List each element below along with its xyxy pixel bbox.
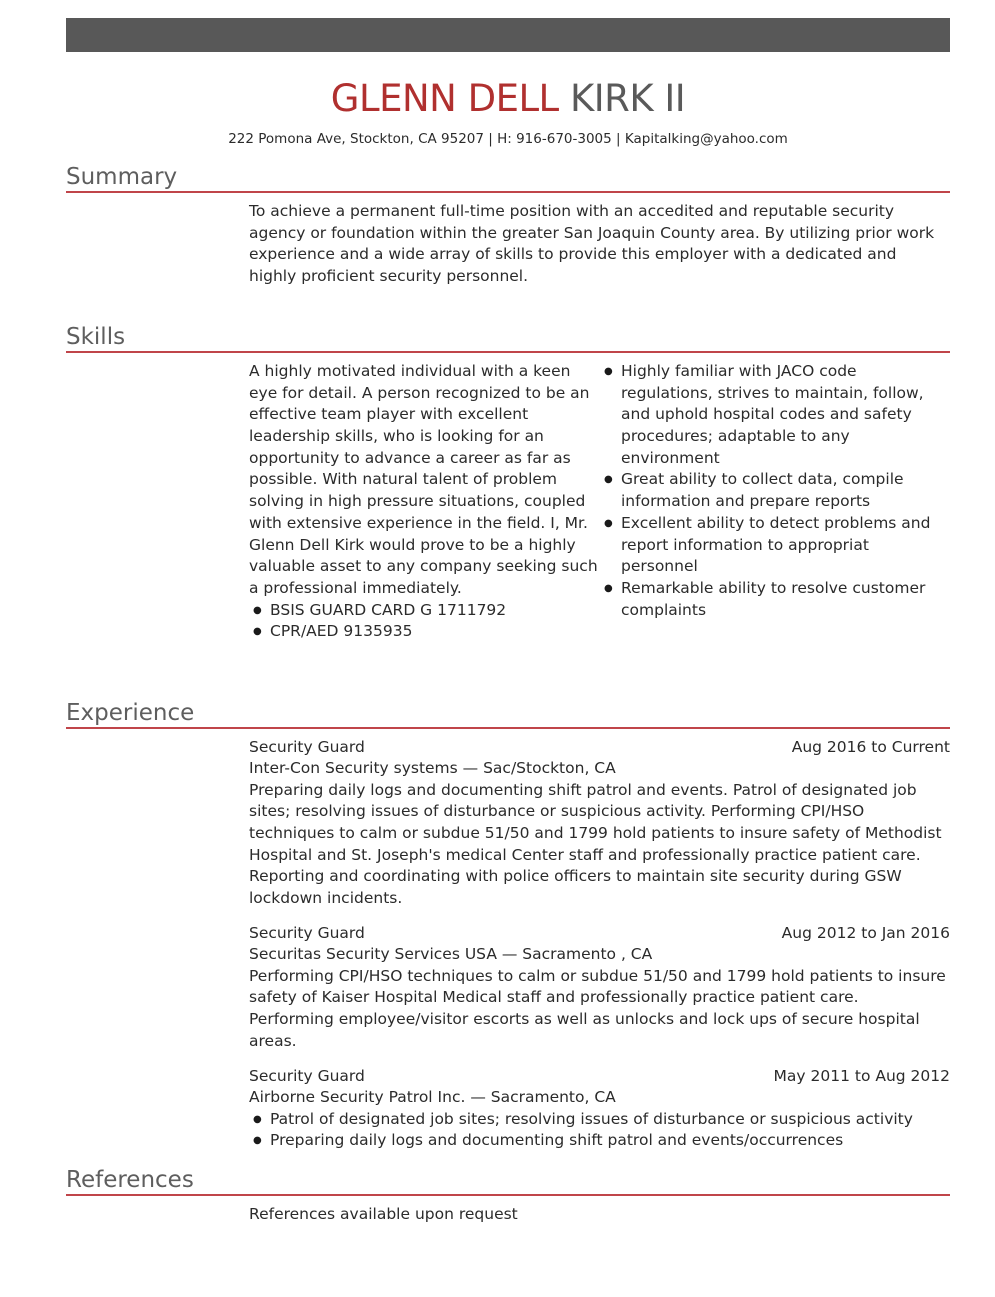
skills-text-line: a professional immediately. — [249, 578, 462, 597]
summary-line: experience and a wide array of skills to provide this employer with a dedicated and — [249, 245, 897, 264]
job-description-line: safety of Kaiser Hospital Medical staff and professionally practice patient care. — [249, 988, 859, 1007]
job-company: Airborne Security Patrol Inc. — Sacramento, CA — [249, 1088, 616, 1106]
skill-line: regulations, strives to maintain, follow, — [621, 383, 924, 402]
job-description-line: Hospital and St. Joseph's medical Center staff and professionally practice patient care. — [249, 845, 921, 864]
skill-line: information and prepare reports — [621, 492, 871, 511]
job-description-line: techniques to calm or subdue 51/50 and 1799 hold patients to insure safety of Methodist — [249, 824, 942, 843]
summary-divider — [66, 191, 950, 193]
job-body — [249, 1087, 913, 1152]
job-dates: Aug 2012 to Jan 2016 — [781, 924, 950, 942]
skills-text-line: Glenn Dell Kirk would prove to be a highly — [249, 535, 576, 554]
job-description-line: sites; resolving issues of disturbance or suspicious activity. Performing CPI/HSO — [249, 802, 865, 821]
references-heading: References — [66, 1167, 194, 1193]
job-dates: Aug 2016 to Current — [791, 738, 950, 756]
job-description-line: areas. — [249, 1031, 297, 1050]
summary-heading: Summary — [66, 164, 178, 190]
skills-text-line: eye for detail. A person recognized to be an — [249, 383, 590, 402]
job-title: Security Guard — [249, 924, 365, 942]
job-duty-text: Patrol of designated job sites; resolving issues of disturbance or suspicious activity — [270, 1109, 913, 1128]
job-body — [249, 758, 942, 910]
skill-item — [605, 469, 930, 512]
skills-text-line: valuable asset to any company seeking such — [249, 557, 598, 576]
summary-line: To achieve a permanent full-time position with an accedited and reputable security — [249, 202, 895, 220]
skills-bullet-list — [605, 361, 930, 621]
experience-heading: Experience — [66, 700, 195, 726]
skill-line: ● Excellent ability to detect problems and — [621, 513, 931, 532]
skills-heading: Skills — [66, 324, 126, 350]
first-name: GLENN DELL — [330, 77, 559, 120]
job-header — [249, 736, 950, 758]
experience-divider — [66, 727, 950, 729]
job-description-line: Performing employee/visitor escorts as well as unlocks and lock ups of secure hospital — [249, 1010, 920, 1029]
last-name: KIRK II — [569, 77, 686, 120]
skills-text-line: possible. With natural talent of problem — [249, 470, 558, 489]
skills-text-line: with extensive experience in the field. I, Mr. — [249, 513, 588, 532]
skills-right-column — [605, 361, 930, 621]
skill-line: complaints — [621, 600, 707, 619]
job-duty-item — [249, 1109, 913, 1131]
job-company: Inter-Con Security systems — Sac/Stockton, CA — [249, 759, 616, 777]
header-bar — [66, 18, 950, 52]
certification-text: CPR/AED 9135935 — [270, 622, 413, 641]
skill-line: report information to appropriat — [621, 535, 869, 554]
job-company: Securitas Security Services USA — Sacramento , CA — [249, 945, 653, 963]
skill-line: ● Great ability to collect data, compile — [621, 470, 904, 489]
skills-text-line: opportunity to advance a career as far as — [249, 448, 571, 467]
job-title: Security Guard — [249, 738, 365, 756]
job-title: Security Guard — [249, 1067, 365, 1085]
skill-line: environment — [621, 448, 720, 467]
job-duty-item — [249, 1130, 913, 1152]
job-description-line: Performing CPI/HSO techniques to calm or subdue 51/50 and 1799 hold patients to insure — [249, 966, 946, 985]
skill-line: personnel — [621, 557, 698, 576]
skills-divider — [66, 351, 950, 353]
certification-text: BSIS GUARD CARD G 1711792 — [270, 600, 507, 619]
job-body — [249, 944, 946, 1052]
skills-text-line: A highly motivated individual with a keen — [249, 362, 571, 380]
candidate-name — [0, 76, 995, 122]
certification-list — [249, 600, 598, 643]
references-text: References available upon request — [249, 1205, 518, 1223]
skill-line: and uphold hospital codes and safety — [621, 405, 912, 424]
contact-line: 222 Pomona Ave, Stockton, CA 95207 | H: 916-670-3005 | Kapitalking@yahoo.com — [228, 131, 788, 147]
certification-item — [249, 600, 598, 622]
skills-text-line: leadership skills, who is looking for an — [249, 427, 544, 446]
job-description-line: Preparing daily logs and documenting shift patrol and events. Patrol of designated job — [249, 780, 917, 799]
skills-text-line: solving in high pressure situations, coupled — [249, 492, 586, 511]
job-duty-text: Preparing daily logs and documenting shift patrol and events/occurrences — [270, 1131, 844, 1150]
job-description-line: Reporting and coordinating with police officers to maintain site security during GSW — [249, 867, 902, 886]
job-header — [249, 922, 950, 944]
job-header — [249, 1065, 950, 1087]
skill-line: ● Remarkable ability to resolve customer — [621, 578, 926, 597]
skill-item — [605, 513, 930, 578]
job-duties-list — [249, 1109, 913, 1152]
summary-line: highly proficient security personnel. — [249, 267, 529, 286]
summary-text — [249, 201, 934, 288]
skills-left-column — [249, 361, 598, 643]
skill-line: ● Highly familiar with JACO code — [621, 362, 857, 380]
skill-item — [605, 361, 930, 469]
references-divider — [66, 1194, 950, 1196]
job-description-line: lockdown incidents. — [249, 889, 403, 908]
summary-line: agency or foundation within the greater San Joaquin County area. By utilizing prior work — [249, 223, 935, 242]
skill-line: procedures; adaptable to any — [621, 427, 850, 446]
skill-item — [605, 578, 930, 621]
certification-item — [249, 621, 598, 643]
job-dates: May 2011 to Aug 2012 — [773, 1067, 950, 1085]
skills-text-line: effective team player with excellent — [249, 405, 529, 424]
